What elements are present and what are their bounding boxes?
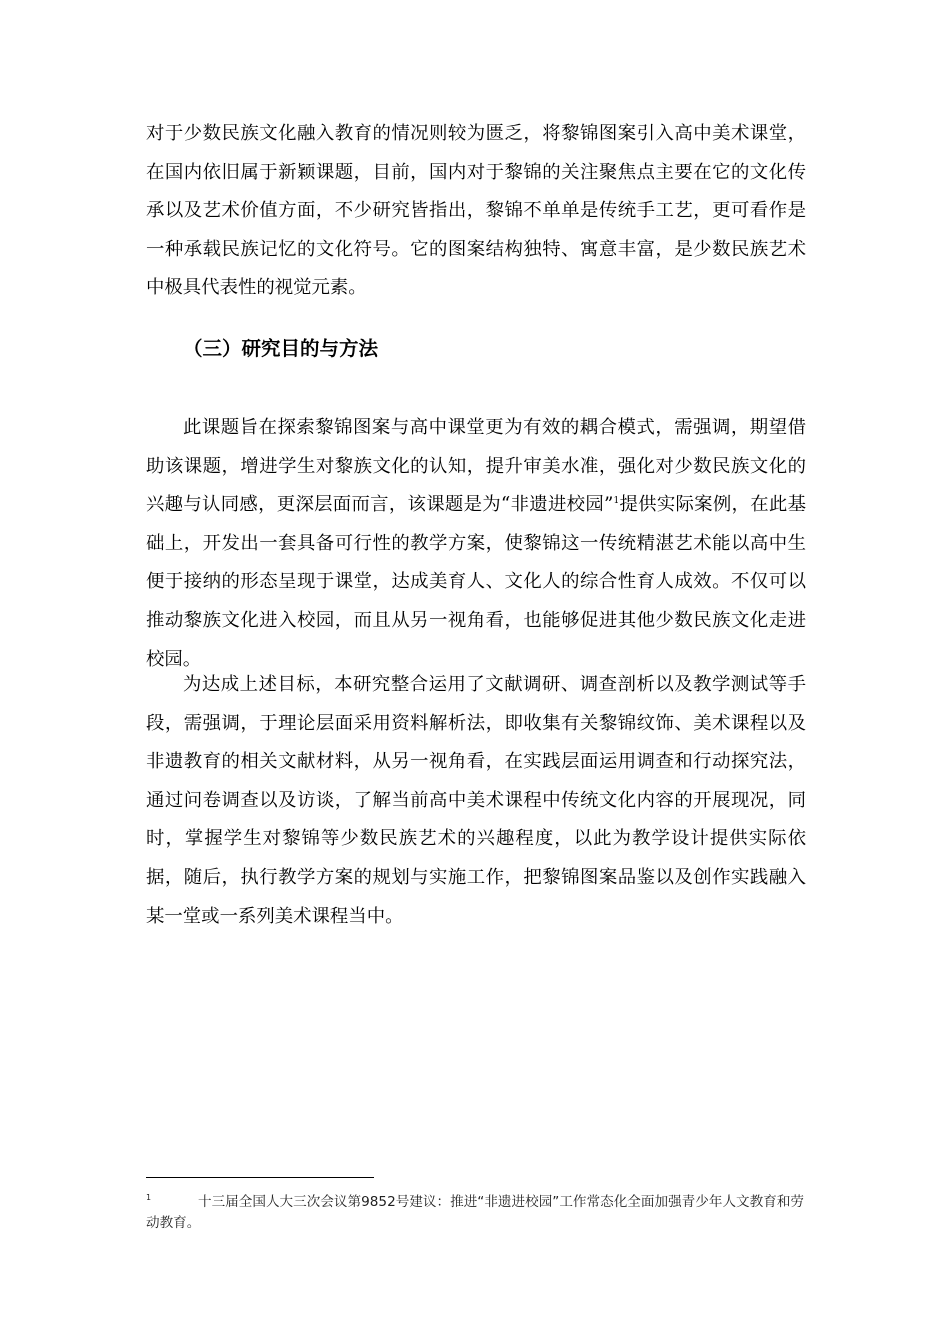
footnote-reference[interactable]: 1 xyxy=(613,496,620,507)
paragraph-2-text-after-ref: 提供实际案例，在此基础上，开发出一套具备可行性的教学方案，使黎锦这一传统精湛艺术能以高中生便于接纳的形态呈现于课堂，达成美育人、文化人的综合性育人成效。不仅可以推动黎族文化进入校园，而且从另一视角看，也能够促进其他少数民族文化走进校园。 xyxy=(146,494,806,670)
footnote-number: 1 xyxy=(146,1193,152,1202)
footnote-separator xyxy=(146,1177,374,1178)
footnote-text: 十三届全国人大三次会议第9852号建议：推进“非遗进校园”工作常态化全面加强青少年人文教育和劳动教育。 xyxy=(146,1194,805,1231)
paragraph-2-text-before-ref: 此课题旨在探索黎锦图案与高中课堂更为有效的耦合模式，需强调，期望借助该课题，增进学生对黎族文化的认知，提升审美水准，强化对少数民族文化的兴趣与认同感，更深层面而言，该课题是为“非遗进校园” xyxy=(146,417,806,516)
paragraph-3: 为达成上述目标，本研究整合运用了文献调研、调查剖析以及教学测试等手段，需强调，于理论层面采用资料解析法，即收集有关黎锦纹饰、美术课程以及非遗教育的相关文献材料，从另一视角看，在实践层面运用调查和行动探究法，通过问卷调查以及访谈，了解当前高中美术课程中传统文化内容的开展现况，同时，掌握学生对黎锦等少数民族艺术的兴趣程度，以此为教学设计提供实际依据，随后，执行教学方案的规划与实施工作，把黎锦图案品鉴以及创作实践融入某一堂或一系列美术课程当中。 xyxy=(146,674,806,927)
section-heading: （三）研究目的与方法 xyxy=(183,337,379,360)
paragraph-2 xyxy=(146,409,806,679)
paragraph-1: 对于少数民族文化融入教育的情况则较为匮乏，将黎锦图案引入高中美术课堂，在国内依旧属于新颖课题，目前，国内对于黎锦的关注聚焦点主要在它的文化传承以及艺术价值方面，不少研究皆指出，黎锦不单单是传统手工艺，更可看作是一种承载民族记忆的文化符号。它的图案结构独特、寓意丰富，是少数民族艺术中极具代表性的视觉元素。 xyxy=(146,123,806,299)
footnote xyxy=(146,1188,806,1233)
